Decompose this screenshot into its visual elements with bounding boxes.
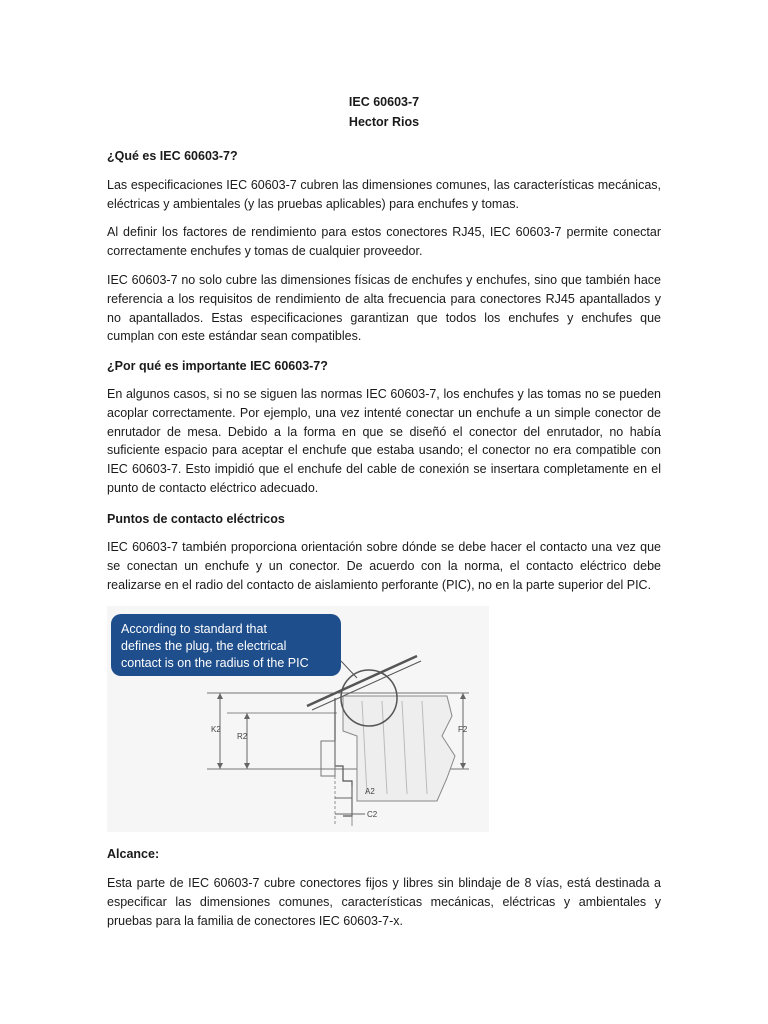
callout-text-3: contact is on the radius of the PIC	[121, 656, 309, 670]
label-k2: K2	[211, 725, 221, 734]
heading-what-is: ¿Qué es IEC 60603-7?	[107, 149, 238, 163]
paragraph-4: En algunos casos, si no se siguen las normas IEC 60603-7, los enchufes y las tomas no se pueden acoplar correctamente. Por ejemplo, una vez intenté conectar un enchufe a un simple conector de enrutador de mesa. Debido a la forma en que se diseñó el conector del enrutador, no había suficiente espacio para aceptar el enchufe que estaba usando; el conector no era compatible con IEC 60603-7. Esto impidió que el enchufe del cable de conexión se insertara completamente en el punto de contacto eléctrico adecuado.	[107, 387, 661, 495]
section-heading-why	[107, 357, 661, 375]
paragraph-1: Las especificaciones IEC 60603-7 cubren las dimensiones comunes, las características mecánicas, eléctricas y ambientales (y las pruebas aplicables) para enchufes y tomas.	[107, 178, 661, 211]
paragraph-block-2	[107, 223, 661, 261]
pic-contact-diagram	[107, 606, 489, 832]
label-c2: C2	[367, 810, 378, 819]
paragraph-block-1	[107, 176, 661, 214]
heading-scope: Alcance:	[107, 847, 160, 861]
section-heading-contact	[107, 510, 661, 528]
title-block	[0, 92, 768, 132]
paragraph-6: Esta parte de IEC 60603-7 cubre conectores fijos y libres sin blindaje de 8 vías, está destinada a especificar las dimensiones comunes, características mecánicas, eléctricas y ambientales y pruebas para la familia de conectores IEC 60603-7-x.	[107, 876, 661, 928]
paragraph-3: IEC 60603-7 no solo cubre las dimensiones físicas de enchufes y enchufes, sino que también hace referencia a los requisitos de rendimiento de alta frecuencia para conectores RJ45 apantallados y no apantallados. Estas especificaciones garantizan que todos los enchufes y enchufes que cumplan con este estándar sean compatibles.	[107, 273, 661, 344]
label-f2: F2	[458, 725, 468, 734]
document-title: IEC 60603-7	[348, 95, 420, 109]
plug-body	[343, 696, 455, 801]
section-heading-scope	[107, 845, 661, 863]
heading-contact-points: Puntos de contacto eléctricos	[107, 512, 285, 526]
callout-text-2: defines the plug, the electrical	[121, 639, 287, 653]
paragraph-2: Al definir los factores de rendimiento para estos conectores RJ45, IEC 60603-7 permite conectar correctamente enchufes y tomas de cualquier proveedor.	[107, 225, 661, 258]
document-author: Hector Rios	[348, 115, 420, 129]
paragraph-5: IEC 60603-7 también proporciona orientación sobre dónde se debe hacer el contacto una vez que se conectan un enchufe y un conector. De acuerdo con la norma, el contacto eléctrico debe realizarse en el radio del contacto de aislamiento perforante (PIC), no en la parte superior del PIC.	[107, 540, 661, 592]
paragraph-block-3	[107, 271, 661, 346]
diagram-svg	[107, 606, 489, 832]
label-r2: R2	[237, 732, 248, 741]
heading-why-important: ¿Por qué es importante IEC 60603-7?	[107, 359, 328, 373]
section-heading-what	[107, 147, 661, 165]
paragraph-block-5	[107, 538, 661, 594]
paragraph-block-4	[107, 385, 661, 498]
paragraph-block-6	[107, 874, 661, 930]
callout-text-1: According to standard that	[121, 622, 267, 636]
label-a2: A2	[365, 787, 375, 796]
